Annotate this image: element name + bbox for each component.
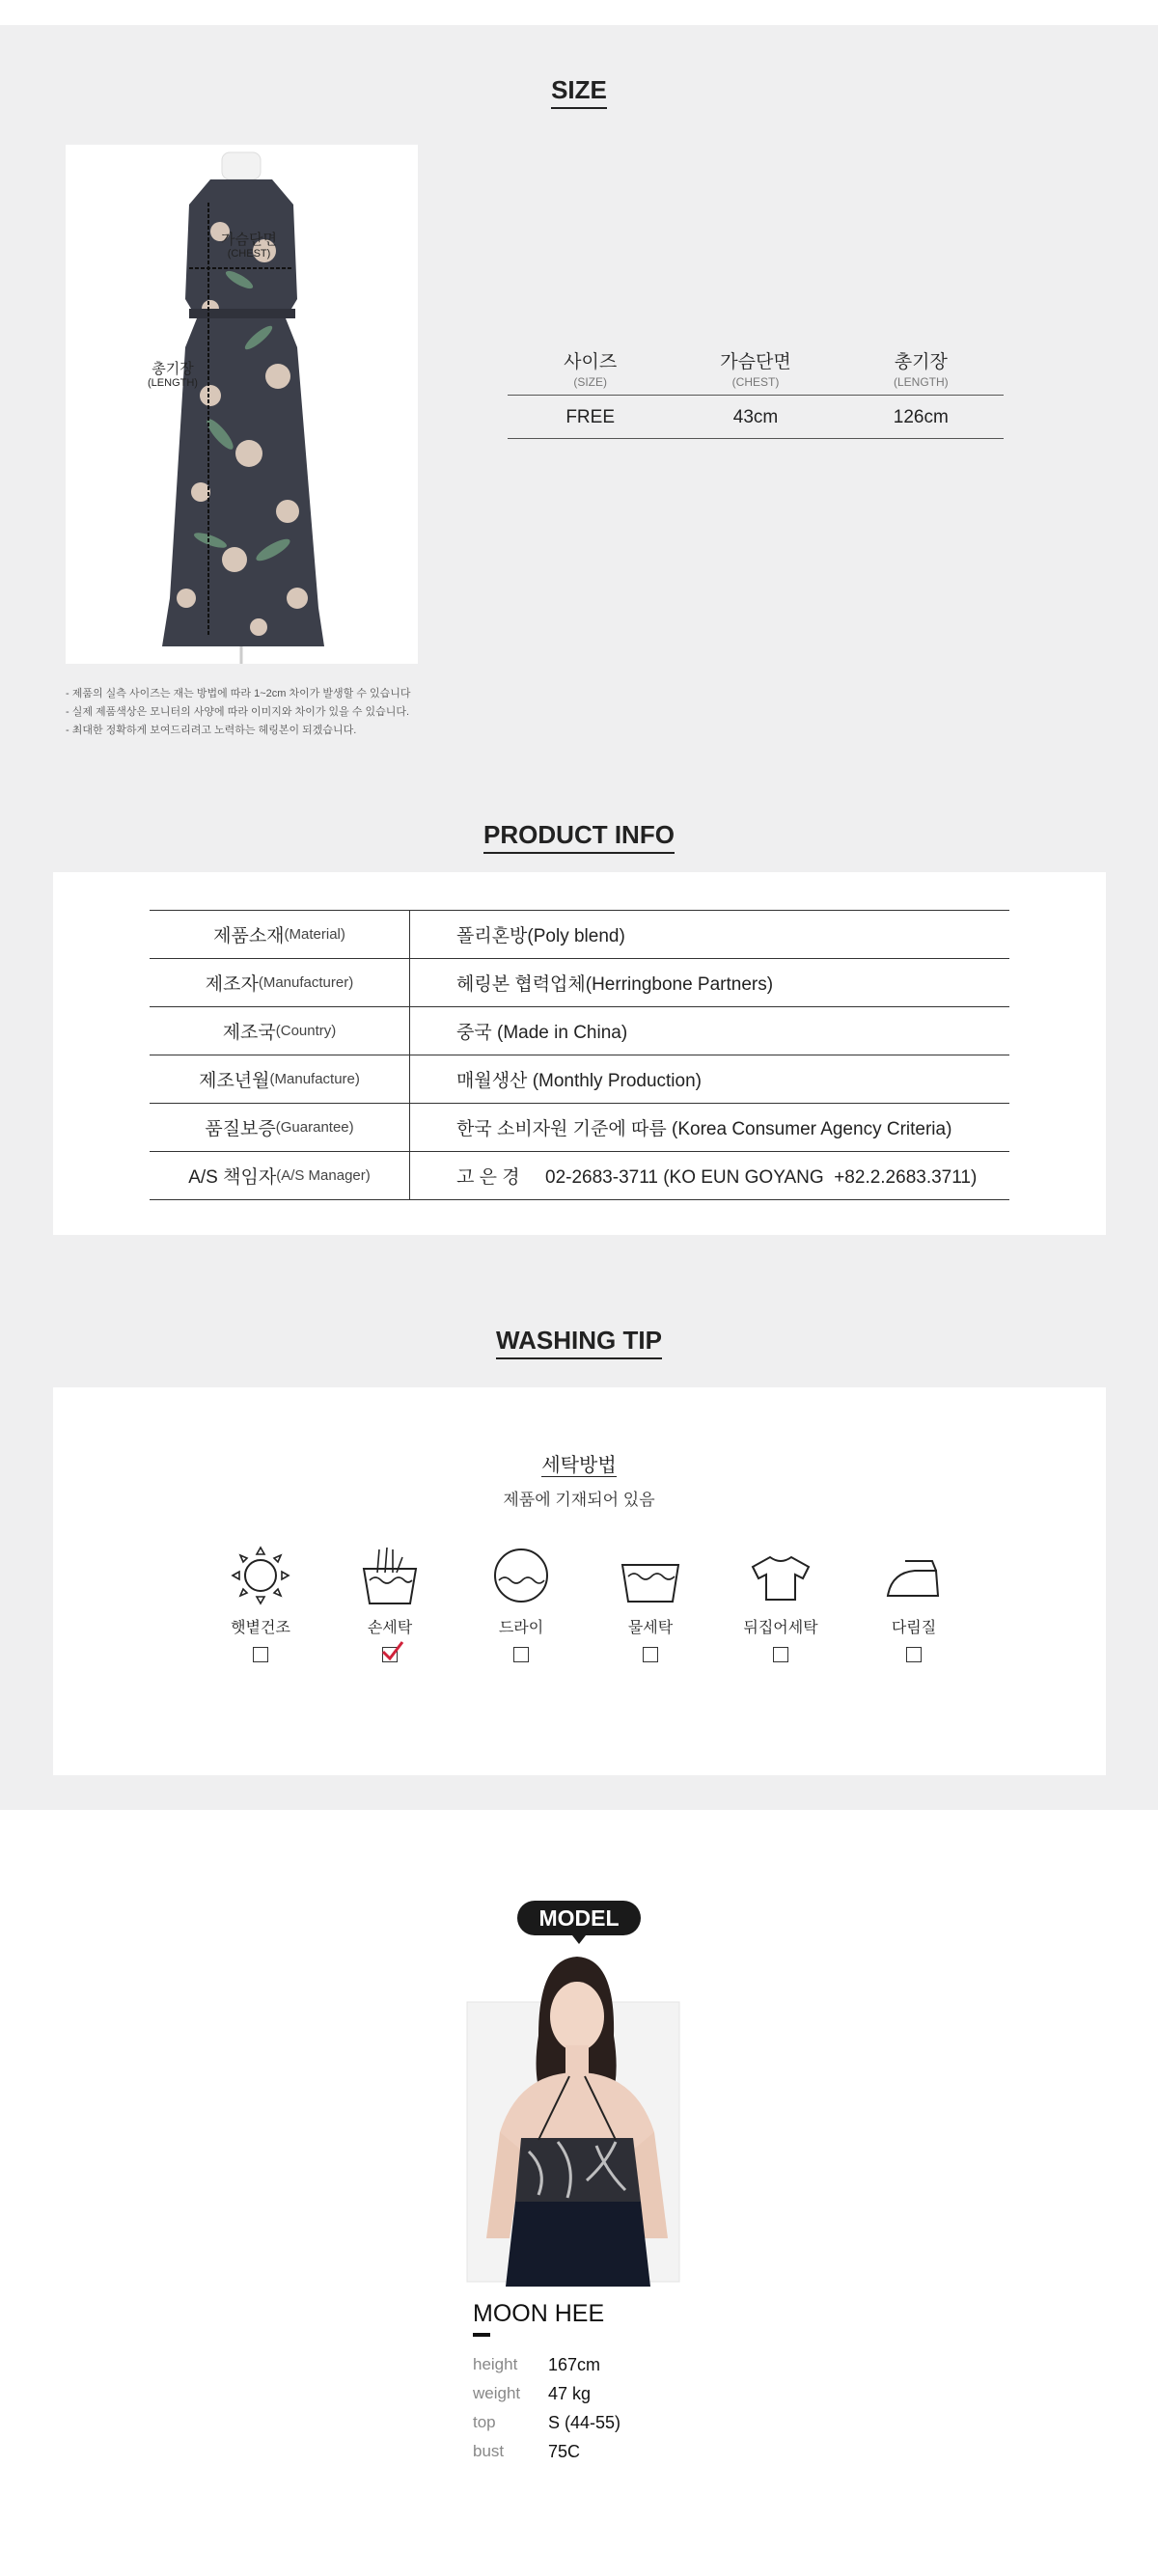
model-photo bbox=[461, 1949, 685, 2287]
wash-caption: 제품에 기재되어 있음 bbox=[503, 1491, 655, 1509]
table-row: 품질보증 (Guarantee) 한국 소비자원 기준에 따름 (Korea Consumer Agency Criteria) bbox=[150, 1104, 1009, 1152]
stat-row: height 167cm bbox=[473, 2354, 601, 2374]
wash-item-iron: 다림질 bbox=[861, 1544, 967, 1662]
wash-item-hand-wash: 손세탁 bbox=[337, 1544, 443, 1662]
stat-row: bust 75C bbox=[473, 2441, 581, 2461]
stat-row: weight 47 kg bbox=[473, 2383, 592, 2403]
table-row: 제조년월 (Manufacture) 매월생산 (Monthly Production) bbox=[150, 1055, 1009, 1104]
size-title: SIZE bbox=[0, 75, 1158, 109]
checkbox-water-wash[interactable] bbox=[643, 1647, 658, 1662]
water-wash-icon bbox=[619, 1544, 682, 1607]
wash-method-title: 세탁방법 bbox=[541, 1455, 617, 1476]
product-info-title: PRODUCT INFO bbox=[0, 820, 1158, 854]
checkbox-hand-wash[interactable] bbox=[382, 1647, 398, 1662]
model-badge: MODEL bbox=[517, 1901, 641, 1935]
washing-tip-title: WASHING TIP bbox=[0, 1326, 1158, 1359]
product-info-table bbox=[150, 910, 1009, 1200]
inside-out-icon bbox=[749, 1544, 813, 1607]
checkbox-dry-clean[interactable] bbox=[513, 1647, 529, 1662]
table-row: A/S 책임자 (A/S Manager) 고 은 경 02-2683-3711 (KO EUN GOYANG +82.2.2683.3711) bbox=[150, 1152, 1009, 1200]
model-stats bbox=[473, 2350, 620, 2466]
wash-item-inside-out: 뒤집어세탁 bbox=[728, 1544, 834, 1662]
checkbox-sun-dry[interactable] bbox=[253, 1647, 268, 1662]
size-table bbox=[508, 347, 1004, 439]
stat-row: top S (44-55) bbox=[473, 2412, 621, 2432]
iron-icon bbox=[882, 1544, 946, 1607]
dry-clean-icon bbox=[489, 1544, 553, 1607]
dress-image bbox=[66, 145, 418, 664]
chest-label: 가슴단면 (CHEST) bbox=[221, 232, 277, 260]
table-row: 제품소재 (Material) 폴리혼방(Poly blend) bbox=[150, 911, 1009, 959]
check-icon bbox=[381, 1640, 404, 1661]
hand-wash-icon bbox=[358, 1544, 422, 1607]
table-row: 제조자 (Manufacturer) 헤링본 협력업체(Herringbone Partners) bbox=[150, 959, 1009, 1007]
size-table-header: 사이즈 (SIZE) 가슴단면 (CHEST) 총기장 (LENGTH) bbox=[508, 347, 1004, 396]
size-notes: - 제품의 실측 사이즈는 재는 방법에 따라 1~2cm 차이가 발생할 수 있습니다 - 실제 제품색상은 모니터의 사양에 따라 이미지와 차이가 있을 수 있습니다. - 최대한 정확하게 보여드리려고 노력하는 헤링본이 되겠습니다. bbox=[66, 688, 411, 736]
table-row: FREE 43cm 126cm bbox=[508, 396, 1004, 439]
checkbox-inside-out[interactable] bbox=[773, 1647, 788, 1662]
model-name: MOON HEE bbox=[473, 2300, 605, 2327]
table-row: 제조국 (Country) 중국 (Made in China) bbox=[150, 1007, 1009, 1055]
model-divider bbox=[473, 2333, 490, 2337]
wash-item-dry-clean: 드라이 bbox=[468, 1544, 574, 1662]
length-label: 총기장 (LENGTH) bbox=[148, 361, 198, 389]
sun-dry-icon bbox=[229, 1544, 292, 1607]
wash-item-sun-dry: 햇볕건조 bbox=[207, 1544, 314, 1662]
checkbox-iron[interactable] bbox=[906, 1647, 922, 1662]
wash-item-water-wash: 물세탁 bbox=[597, 1544, 703, 1662]
